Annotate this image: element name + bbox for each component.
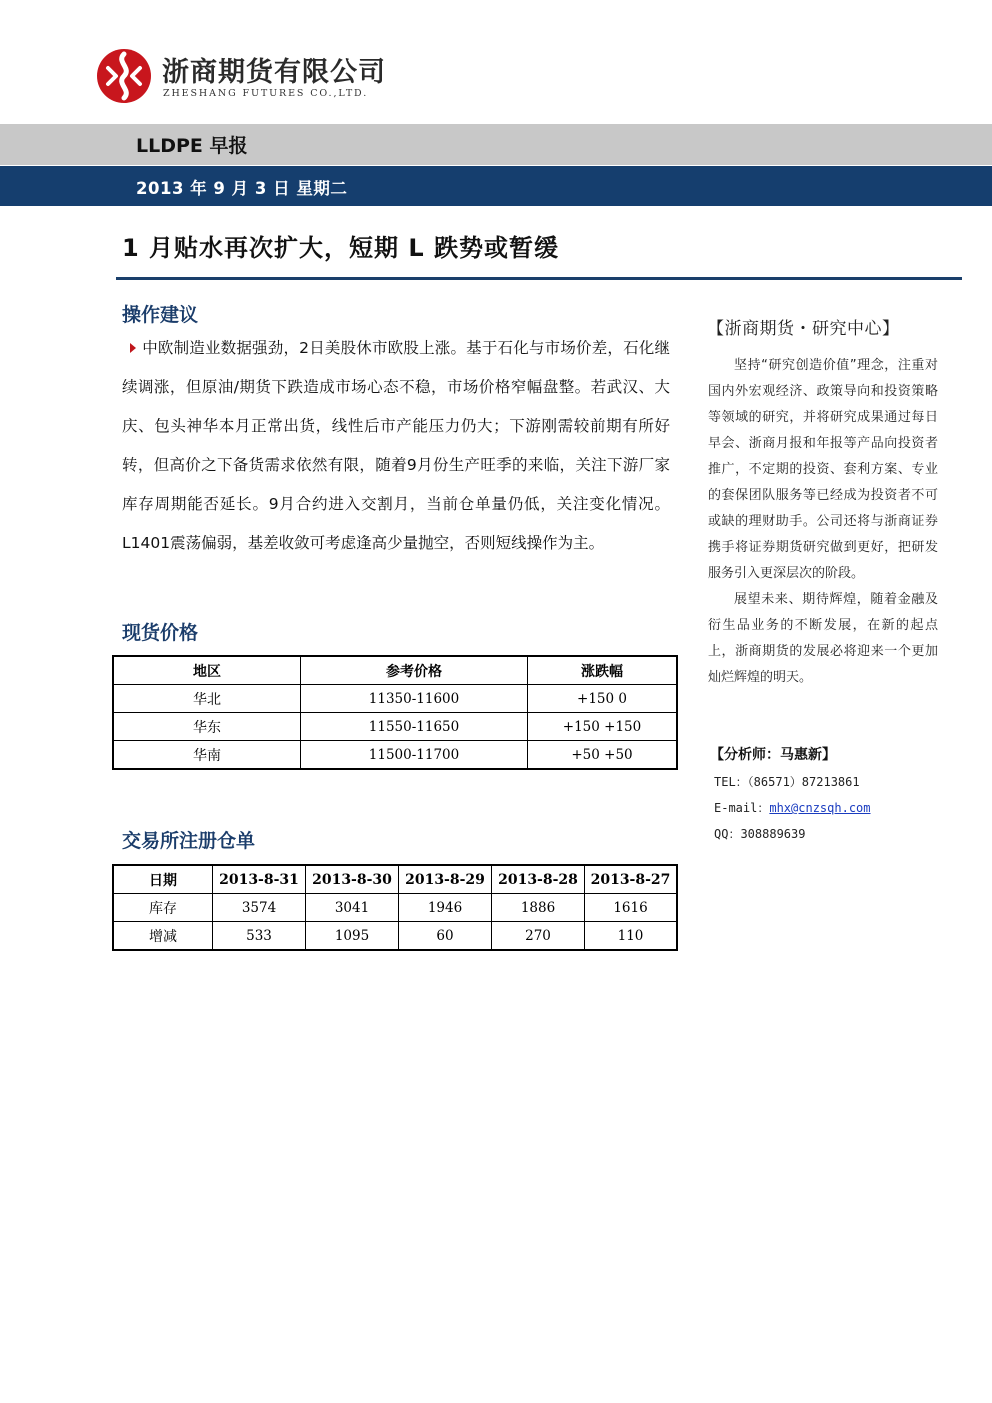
value-cell: 60 [399, 922, 492, 951]
value-cell: 1946 [399, 894, 492, 922]
headline: 1 月贴水再次扩大，短期 L 跌势或暂缓 [122, 234, 560, 262]
report-date: 2013 年 9 月 3 日 星期二 [136, 179, 348, 198]
date-band [0, 166, 992, 206]
company-name-en: ZHESHANG FUTURES CO.,LTD. [163, 88, 369, 99]
value-cell: 1616 [585, 894, 678, 922]
table-header-cell: 参考价格 [301, 656, 528, 685]
region-cell: 华北 [113, 685, 301, 713]
advice-text: 中欧制造业数据强劲，2日美股休市欧股上涨。基于石化与市场价差，石化继续调涨，但原油/期货下跌造成市场心态不稳，市场价格窄幅盘整。若武汉、大庆、包头神华本月正常出货，线性后市产能压力仍大；下游刚需较前期有所好转，但高价之下备货需求依然有限，随着9月份生产旺季的来临，关注下游厂家库存周期能否延长。9月合约进入交割月，当前仓单量仍低，关注变化情况。L1401震荡偏弱，基差收敛可考虑逢高少量抛空，否则短线操作为主。 [122, 339, 670, 552]
change-cell: +50 +50 [528, 741, 678, 770]
sidebar-body [708, 353, 938, 691]
value-cell: 1095 [306, 922, 399, 951]
warrant-title: 交易所注册仓单 [122, 830, 256, 852]
advice-title: 操作建议 [122, 304, 199, 326]
advice-body [122, 329, 670, 563]
price-cell: 11350-11600 [301, 685, 528, 713]
contact-tel: TEL：（86571）87213861 [714, 775, 860, 789]
value-cell: 110 [585, 922, 678, 951]
row-label-cell: 库存 [113, 894, 213, 922]
price-cell: 11500-11700 [301, 741, 528, 770]
table-header-row [113, 865, 677, 894]
table-row [113, 894, 677, 922]
price-cell: 11550-11650 [301, 713, 528, 741]
change-cell: +150 0 [528, 685, 678, 713]
table-header-cell: 地区 [113, 656, 301, 685]
spot-title: 现货价格 [122, 622, 199, 644]
value-cell: 270 [492, 922, 585, 951]
change-cell: +150 +150 [528, 713, 678, 741]
company-logo-icon [96, 48, 152, 104]
value-cell: 1886 [492, 894, 585, 922]
contact-qq: QQ：308889639 [714, 827, 806, 841]
region-cell: 华南 [113, 741, 301, 770]
sidebar-title: 【浙商期货・研究中心】 [707, 319, 900, 339]
table-header-cell: 2013-8-30 [306, 865, 399, 894]
triangle-bullet-icon [130, 343, 136, 353]
table-row [113, 741, 677, 770]
headline-divider [116, 277, 962, 280]
company-name-cn: 浙商期货有限公司 [162, 57, 386, 88]
spot-price-table [112, 655, 678, 770]
email-link[interactable]: mhx@cnzsqh.com [769, 801, 871, 815]
table-row [113, 713, 677, 741]
table-header-cell: 2013-8-28 [492, 865, 585, 894]
table-header-cell: 2013-8-31 [213, 865, 306, 894]
table-header-cell: 日期 [113, 865, 213, 894]
email-label: E-mail： [714, 801, 770, 815]
value-cell: 3574 [213, 894, 306, 922]
sidebar-paragraph: 坚持“研究创造价值”理念，注重对国内外宏观经济、政策导向和投资策略等领域的研究，并将研究成果通过每日早会、浙商月报和年报等产品向投资者推广，不定期的投资、套利方案、专业的套保团队服务等已经成为投资者不可或缺的理财助手。公司还将与浙商证券携手将证券期货研究做到更好，把研发服务引入更深层次的阶段。 [708, 358, 938, 581]
value-cell: 533 [213, 922, 306, 951]
analyst-label: 【分析师：马惠新】 [710, 747, 836, 763]
table-header-cell: 涨跌幅 [528, 656, 678, 685]
table-row [113, 922, 677, 951]
table-header-cell: 2013-8-29 [399, 865, 492, 894]
warrant-table [112, 864, 678, 951]
value-cell: 3041 [306, 894, 399, 922]
report-title: LLDPE 早报 [136, 135, 248, 157]
table-header-row [113, 656, 677, 685]
row-label-cell: 增减 [113, 922, 213, 951]
contact-email [714, 799, 871, 816]
sidebar-paragraph: 展望未来、期待辉煌，随着金融及衍生品业务的不断发展，在新的起点上，浙商期货的发展必将迎来一个更加灿烂辉煌的明天。 [708, 592, 938, 685]
region-cell: 华东 [113, 713, 301, 741]
table-row [113, 685, 677, 713]
table-header-cell: 2013-8-27 [585, 865, 678, 894]
report-title-band [0, 124, 992, 165]
